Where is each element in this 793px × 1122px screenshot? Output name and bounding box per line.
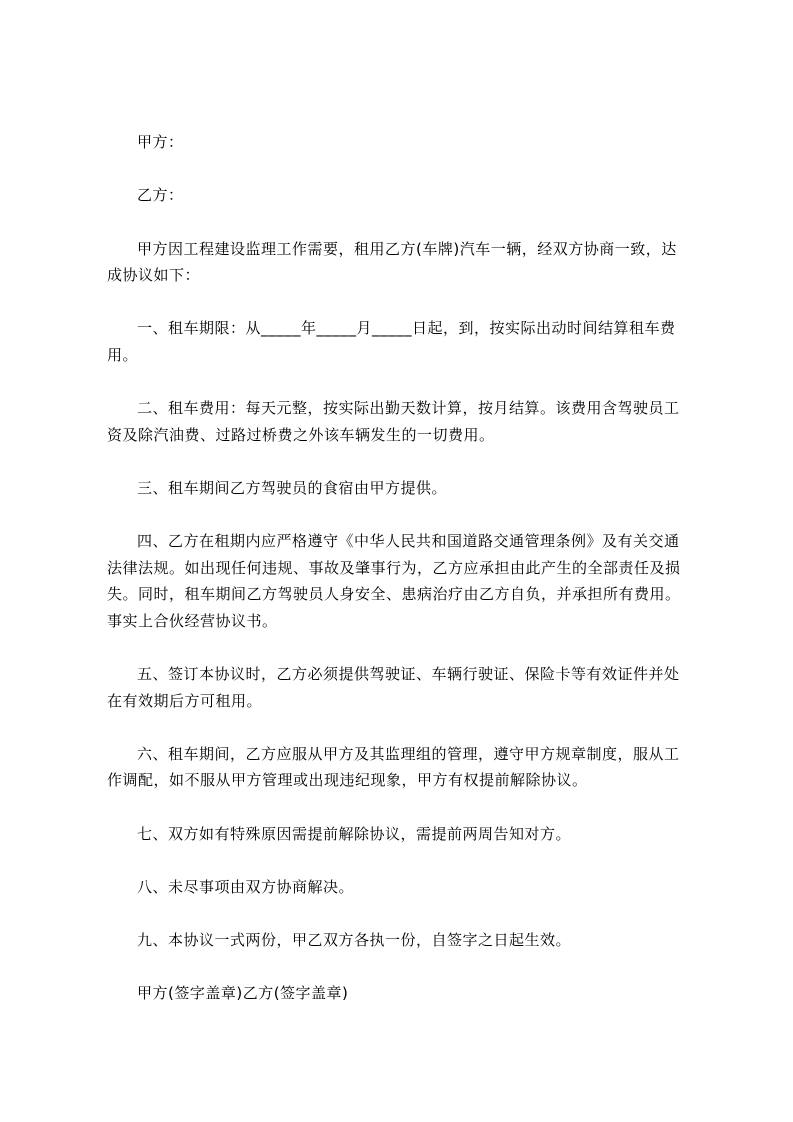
clause-7-line-1: 七、双方如有特殊原因需提前解除协议，需提前两周告知对方。 [137,825,572,843]
clause-4-line-2: 法律法规。如出现任何违规、事故及肇事行为，乙方应承担由此产生的全部责任及损 [107,559,681,577]
signature-line: 甲方(签字盖章)乙方(签字盖章) [137,984,349,1002]
clause-8-line-1: 八、未尽事项由双方协商解决。 [137,878,355,896]
clause-5-line-1: 五、签订本协议时，乙方必须提供驾驶证、车辆行驶证、保险卡等有效证件并处 [137,665,680,683]
clause-1-line-1: 一、租车期限：从_____年_____月_____日起，到，按实际出动时间结算租车费 [137,319,676,337]
clause-2-line-2: 资及除汽油费、过路过桥费之外该车辆发生的一切费用。 [107,426,495,444]
clause-2-line-1: 二、租车费用：每天元整，按实际出勤天数计算，按月结算。该费用含驾驶员工 [137,399,680,417]
party-b-label: 乙方： [137,186,184,204]
clause-5-line-2: 在有效期后方可租用。 [107,692,263,710]
intro-line-2: 成协议如下： [107,266,201,284]
clause-6-line-1: 六、租车期间，乙方应服从甲方及其监理组的管理，遵守甲方规章制度，服从工 [137,745,680,763]
party-a-label: 甲方： [137,133,184,151]
clause-6-line-2: 作调配，如不服从甲方管理或出现违纪现象，甲方有权提前解除协议。 [107,771,588,789]
clause-4-line-1: 四、乙方在租期内应严格遵守《中华人民共和国道路交通管理条例》及有关交通 [137,532,680,550]
clause-3-line-1: 三、租车期间乙方驾驶员的食宿由甲方提供。 [137,479,448,497]
clause-1-line-2: 用。 [107,346,139,364]
clause-4-line-4: 事实上合伙经营协议书。 [107,612,278,630]
clause-9-line-1: 九、本协议一式两份，甲乙双方各执一份，自签字之日起生效。 [137,931,572,949]
intro-line-1: 甲方因工程建设监理工作需要，租用乙方(车牌)汽车一辆，经双方协商一致，达 [137,240,677,258]
clause-4-line-3: 失。同时，租车期间乙方驾驶员人身安全、患病治疗由乙方自负，并承担所有费用。 [107,585,681,603]
